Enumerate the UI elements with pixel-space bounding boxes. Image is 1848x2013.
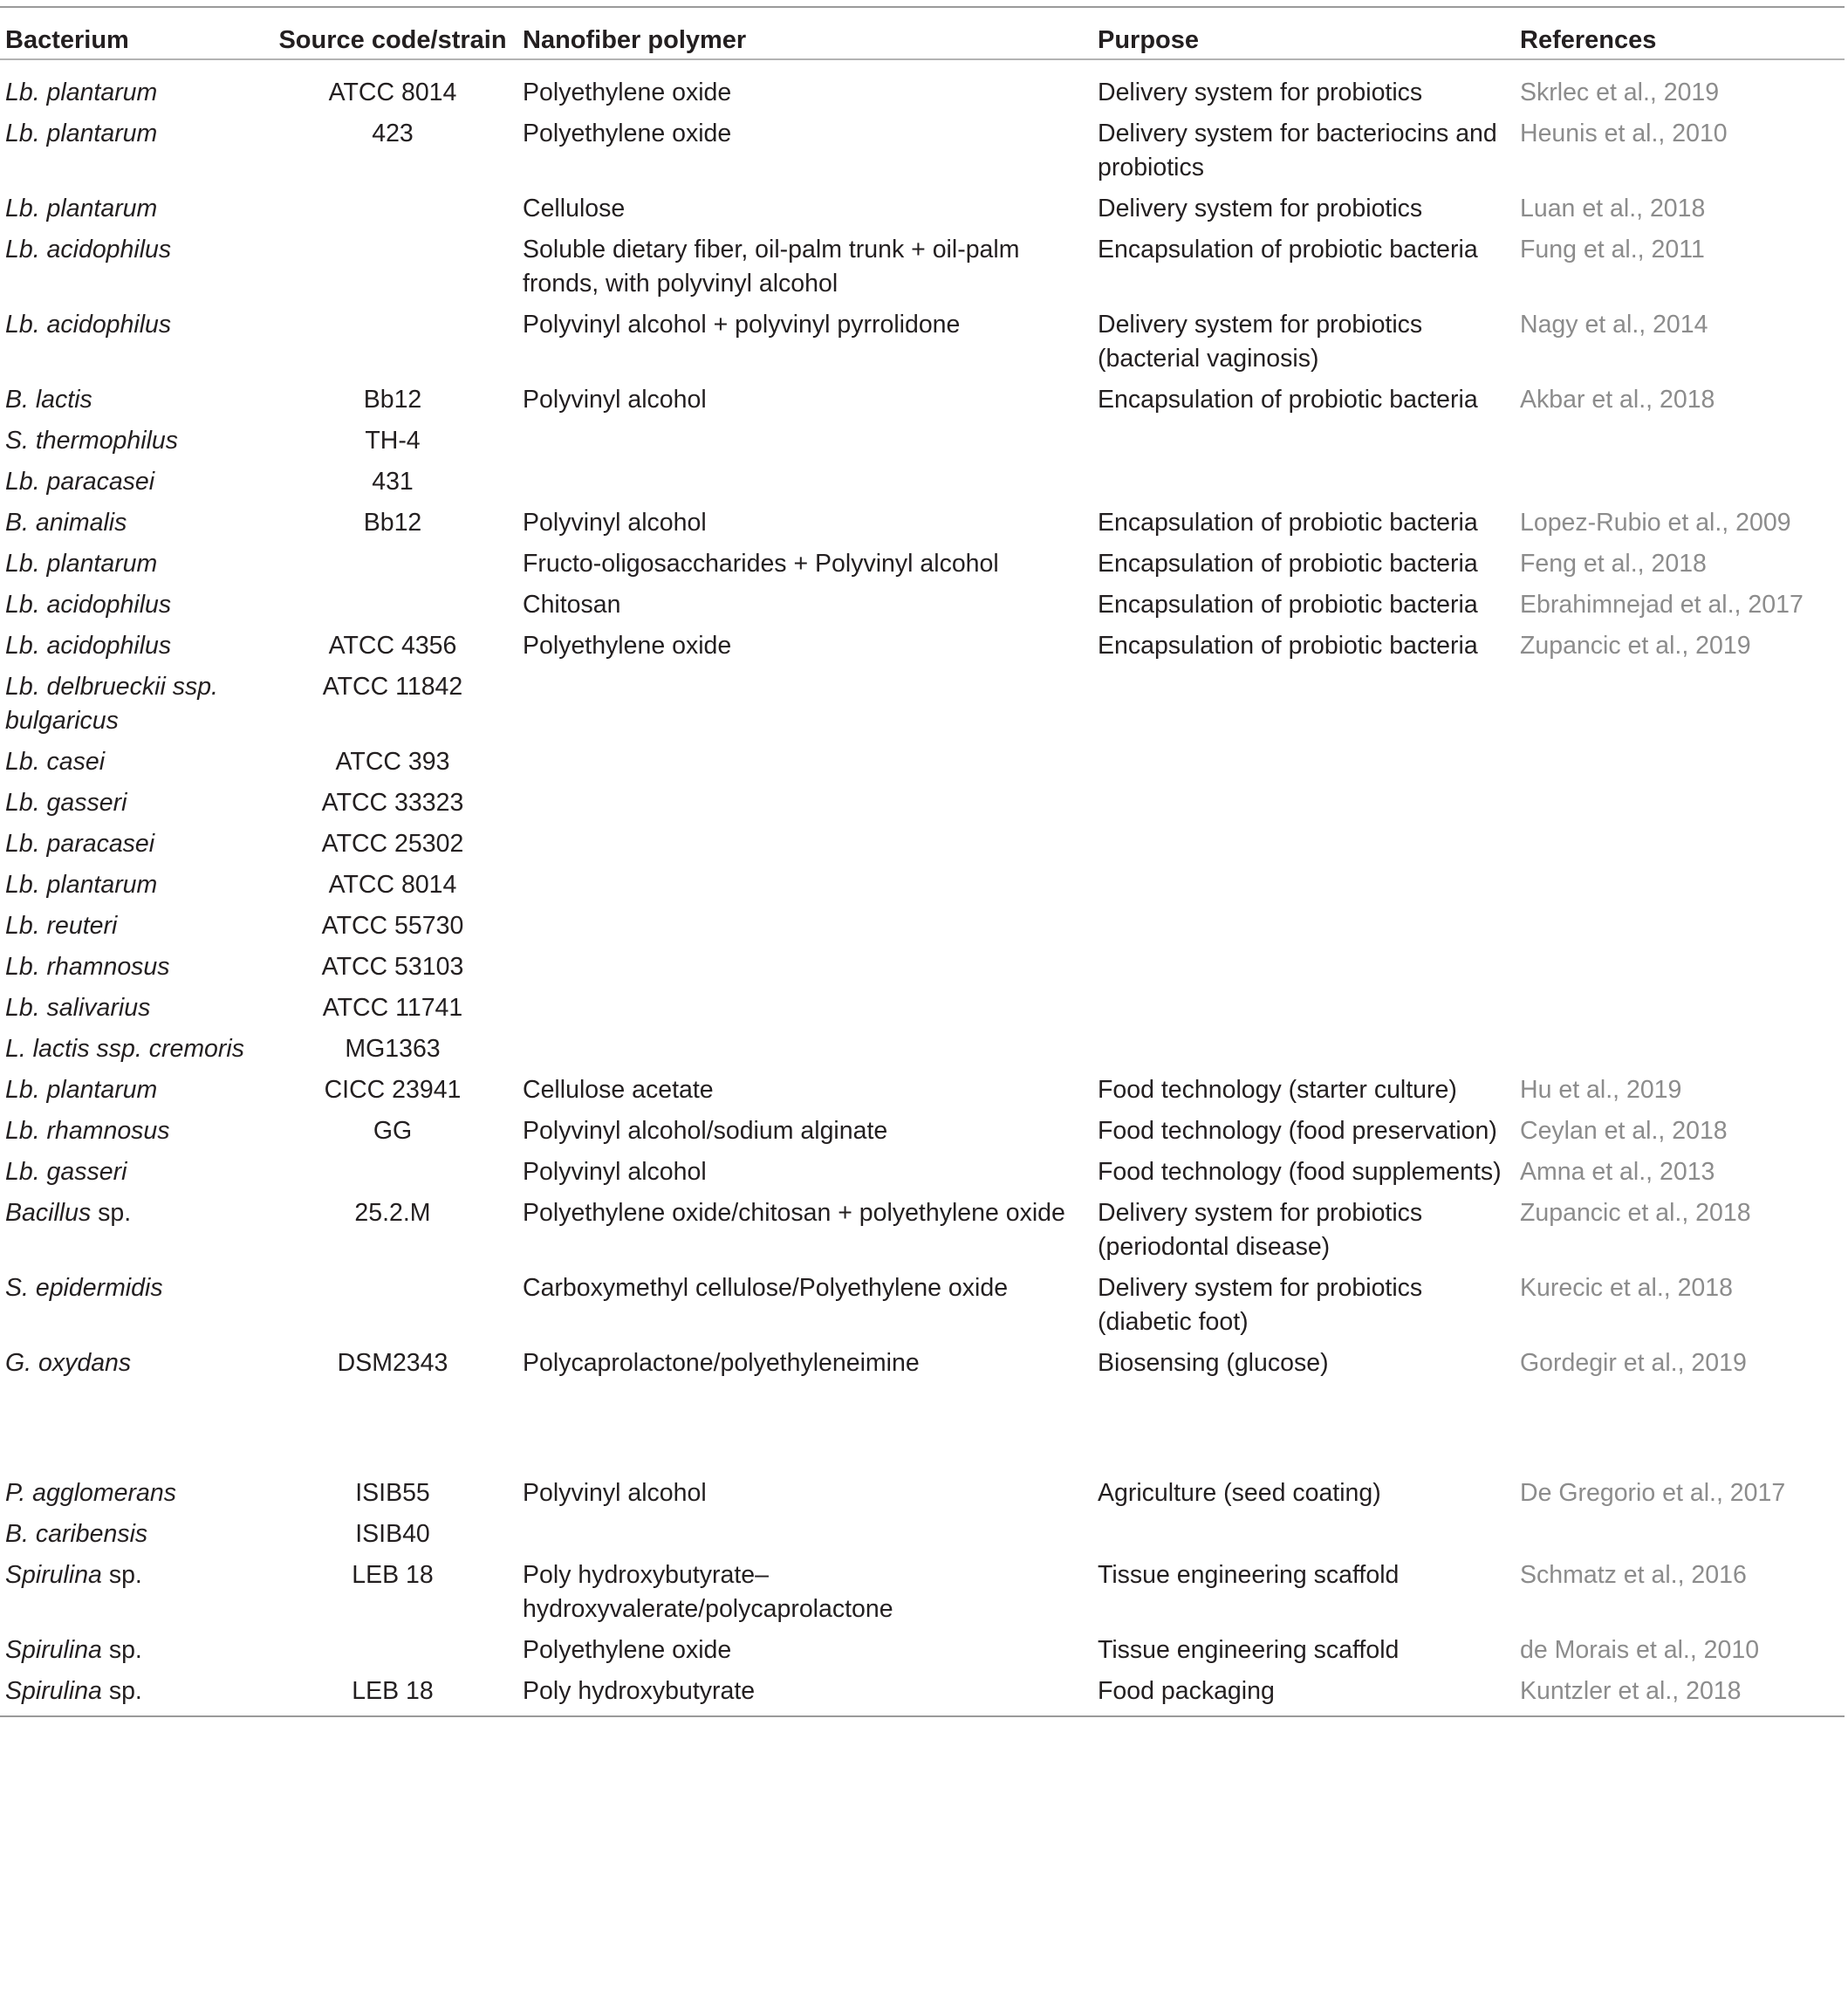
- purpose-cell: Agriculture (seed coating): [1098, 1479, 1381, 1507]
- strain-cell: ATCC 11842: [322, 673, 463, 701]
- table-row: [0, 1032, 1845, 1073]
- table-row: [0, 1517, 1845, 1558]
- table-row: [0, 1558, 1845, 1633]
- strain-cell: ISIB40: [355, 1520, 430, 1548]
- strain-cell: ATCC 11741: [322, 994, 463, 1022]
- bacterium-name: S. thermophilus: [5, 427, 179, 455]
- table-row: [0, 1114, 1845, 1155]
- table-row: [0, 424, 1845, 465]
- reference-cell: de Morais et al., 2010: [1520, 1636, 1760, 1664]
- reference-cell: Nagy et al., 2014: [1520, 311, 1708, 339]
- reference-cell: Kurecic et al., 2018: [1520, 1274, 1733, 1302]
- polymer-cell: [517, 670, 1092, 745]
- header-bacterium: Bacterium: [5, 26, 129, 54]
- polymer-cell: Polyvinyl alcohol/sodium alginate: [523, 1117, 888, 1145]
- bacterium-name: Lb. acidophilus: [5, 632, 172, 660]
- table-body: [0, 59, 1845, 1716]
- polymer-cell: Polyethylene oxide: [523, 1636, 732, 1664]
- strain-cell: ATCC 8014: [328, 79, 457, 106]
- strain-cell: ATCC 55730: [321, 912, 464, 940]
- polymer-cell: Poly hydroxybutyrate–hydroxyvalerate/polycaprolactone: [523, 1561, 893, 1623]
- table-row: [0, 1674, 1845, 1716]
- bacterium-name: S. epidermidis: [5, 1274, 163, 1302]
- bacterium-cell: [0, 424, 268, 465]
- bacterium-cell: [0, 1476, 268, 1517]
- reference-cell: Skrlec et al., 2019: [1520, 79, 1720, 106]
- bacterium-name: Lb. casei: [5, 748, 106, 776]
- bacterium-name: P. agglomerans: [5, 1479, 176, 1507]
- polymer-cell: Poly hydroxybutyrate: [523, 1677, 756, 1705]
- purpose-cell: Encapsulation of probiotic bacteria: [1098, 386, 1478, 414]
- reference-cell: De Gregorio et al., 2017: [1520, 1479, 1786, 1507]
- reference-cell: [1515, 827, 1845, 868]
- polymer-cell: Fructo-oligosaccharides + Polyvinyl alcohol: [523, 550, 999, 578]
- table-row: [0, 59, 1845, 117]
- strain-cell: TH-4: [365, 427, 421, 455]
- polymer-cell: [517, 465, 1092, 506]
- purpose-cell: [1092, 991, 1515, 1032]
- bacterium-name: L. lactis ssp. cremoris: [5, 1035, 244, 1063]
- bacterium-name: Lb. reuteri: [5, 912, 118, 940]
- purpose-cell: Food technology (starter culture): [1098, 1076, 1457, 1104]
- purpose-cell: [1092, 827, 1515, 868]
- bacterium-cell: [0, 745, 268, 786]
- reference-cell: [1515, 1517, 1845, 1558]
- table-row: [0, 670, 1845, 745]
- purpose-cell: Delivery system for bacteriocins and probiotics: [1098, 120, 1497, 181]
- strain-cell: ATCC 4356: [328, 632, 457, 660]
- bacterium-name: Lb. acidophilus: [5, 591, 172, 619]
- purpose-cell: [1092, 868, 1515, 909]
- bacterium-name: Lb. plantarum: [5, 550, 158, 578]
- polymer-cell: Polyethylene oxide: [523, 79, 732, 106]
- table-row: [0, 786, 1845, 827]
- purpose-cell: [1092, 670, 1515, 745]
- header-polymer: Nanofiber polymer: [523, 26, 747, 54]
- reference-cell: [1515, 1032, 1845, 1073]
- bacterium-cell: [0, 629, 268, 670]
- purpose-cell: [1092, 950, 1515, 991]
- bacterium-cell: [0, 1196, 268, 1271]
- polymer-cell: Polyethylene oxide: [523, 632, 732, 660]
- purpose-cell: [1092, 1517, 1515, 1558]
- bacterium-name: Lb. paracasei: [5, 830, 155, 858]
- bacterium-cell: [0, 465, 268, 506]
- polymer-cell: Polyvinyl alcohol: [523, 509, 707, 537]
- purpose-cell: Encapsulation of probiotic bacteria: [1098, 550, 1478, 578]
- bacterium-name: Lb. plantarum: [5, 871, 158, 899]
- purpose-cell: Delivery system for probiotics (diabetic foot): [1098, 1274, 1423, 1336]
- table-row: [0, 383, 1845, 424]
- bacterium-suffix: sp.: [101, 1561, 142, 1589]
- bacterium-name: Bacillus: [5, 1199, 92, 1227]
- table-row: [0, 1155, 1845, 1196]
- bacterium-name: Lb. gasseri: [5, 789, 127, 817]
- bacterium-cell: [0, 233, 268, 308]
- purpose-cell: [1092, 1032, 1515, 1073]
- reference-cell: [1515, 745, 1845, 786]
- polymer-cell: Chitosan: [523, 591, 621, 619]
- bacterium-cell: [0, 59, 268, 117]
- strain-cell: Bb12: [363, 509, 422, 537]
- table-row: [0, 233, 1845, 308]
- strain-cell: 423: [372, 120, 414, 147]
- strain-cell: [268, 308, 517, 383]
- purpose-cell: Delivery system for probiotics: [1098, 79, 1423, 106]
- bacterium-cell: [0, 1032, 268, 1073]
- reference-cell: [1515, 465, 1845, 506]
- polymer-cell: Polyvinyl alcohol: [523, 1158, 707, 1186]
- header-references: References: [1520, 26, 1657, 54]
- polymer-cell: Cellulose: [523, 195, 626, 223]
- table-row: [0, 1073, 1845, 1114]
- table-row: [0, 909, 1845, 950]
- bacterium-name: B. caribensis: [5, 1520, 148, 1548]
- bacterium-cell: [0, 1114, 268, 1155]
- bacterium-cell: [0, 1633, 268, 1674]
- purpose-cell: Biosensing (glucose): [1098, 1349, 1329, 1377]
- strain-cell: MG1363: [345, 1035, 441, 1063]
- strain-cell: [268, 233, 517, 308]
- polymer-cell: [517, 991, 1092, 1032]
- table-row: [0, 117, 1845, 192]
- purpose-cell: Encapsulation of probiotic bacteria: [1098, 236, 1478, 264]
- table-row: [0, 506, 1845, 547]
- purpose-cell: Encapsulation of probiotic bacteria: [1098, 632, 1478, 660]
- bacterium-name: Spirulina: [5, 1677, 102, 1705]
- strain-cell: CICC 23941: [324, 1076, 462, 1104]
- strain-cell: [268, 1633, 517, 1674]
- strain-cell: LEB 18: [352, 1677, 434, 1705]
- bacteria-nanofiber-table: [0, 6, 1845, 1717]
- strain-cell: [268, 588, 517, 629]
- purpose-cell: Food technology (food preservation): [1098, 1117, 1497, 1145]
- reference-cell: [1515, 670, 1845, 745]
- purpose-cell: [1092, 465, 1515, 506]
- reference-cell: Kuntzler et al., 2018: [1520, 1677, 1742, 1705]
- polymer-cell: [517, 950, 1092, 991]
- strain-cell: ATCC 53103: [321, 953, 464, 981]
- purpose-cell: Delivery system for probiotics: [1098, 195, 1423, 223]
- bacterium-cell: [0, 1271, 268, 1346]
- bacterium-cell: [0, 991, 268, 1032]
- strain-cell: [268, 1155, 517, 1196]
- table-row: [0, 1271, 1845, 1346]
- header-strain: Source code/strain: [278, 26, 507, 54]
- table-row: [0, 192, 1845, 233]
- polymer-cell: [517, 827, 1092, 868]
- table-row: [0, 308, 1845, 383]
- bacterium-name: Lb. rhamnosus: [5, 953, 170, 981]
- bacterium-name: Lb. gasseri: [5, 1158, 127, 1186]
- bacterium-name: G. oxydans: [5, 1349, 132, 1377]
- table-row: [0, 1196, 1845, 1271]
- purpose-cell: [1092, 909, 1515, 950]
- bacterium-name: Lb. paracasei: [5, 468, 155, 496]
- table-row: [0, 745, 1845, 786]
- polymer-cell: Soluble dietary fiber, oil-palm trunk + oil-palm fronds, with polyvinyl alcohol: [523, 236, 1020, 298]
- strain-cell: Bb12: [363, 386, 422, 414]
- strain-cell: ISIB55: [355, 1479, 430, 1507]
- reference-cell: [1515, 909, 1845, 950]
- bacterium-cell: [0, 1674, 268, 1716]
- bacterium-name: Lb. delbrueckii ssp. bulgaricus: [5, 673, 218, 735]
- table-row: [0, 1476, 1845, 1517]
- purpose-cell: Tissue engineering scaffold: [1098, 1561, 1400, 1589]
- reference-cell: Heunis et al., 2010: [1520, 120, 1728, 147]
- header-purpose: Purpose: [1098, 26, 1200, 54]
- purpose-cell: Food technology (food supplements): [1098, 1158, 1502, 1186]
- purpose-cell: [1092, 786, 1515, 827]
- reference-cell: Fung et al., 2011: [1520, 236, 1705, 264]
- table-row: [0, 827, 1845, 868]
- purpose-cell: [1092, 745, 1515, 786]
- reference-cell: Zupancic et al., 2018: [1520, 1199, 1751, 1227]
- strain-cell: [268, 192, 517, 233]
- purpose-cell: Encapsulation of probiotic bacteria: [1098, 509, 1478, 537]
- polymer-cell: [517, 1032, 1092, 1073]
- bacterium-cell: [0, 308, 268, 383]
- bacterium-name: Lb. salivarius: [5, 994, 151, 1022]
- bacterium-cell: [0, 383, 268, 424]
- purpose-cell: Food packaging: [1098, 1677, 1275, 1705]
- polymer-cell: [517, 745, 1092, 786]
- bacterium-cell: [0, 1155, 268, 1196]
- reference-cell: Zupancic et al., 2019: [1520, 632, 1751, 660]
- purpose-cell: [1092, 424, 1515, 465]
- strain-cell: 431: [372, 468, 414, 496]
- reference-cell: Luan et al., 2018: [1520, 195, 1706, 223]
- bacterium-suffix: sp.: [101, 1636, 142, 1664]
- reference-cell: [1515, 868, 1845, 909]
- bacterium-cell: [0, 868, 268, 909]
- strain-cell: ATCC 25302: [321, 830, 464, 858]
- reference-cell: [1515, 424, 1845, 465]
- polymer-cell: Polyethylene oxide: [523, 120, 732, 147]
- bacterium-cell: [0, 670, 268, 745]
- bacterium-cell: [0, 1073, 268, 1114]
- bacterium-cell: [0, 117, 268, 192]
- polymer-cell: Polyvinyl alcohol: [523, 1479, 707, 1507]
- reference-cell: [1515, 950, 1845, 991]
- spacer-row: [0, 1387, 1845, 1476]
- polymer-cell: [517, 868, 1092, 909]
- bacterium-name: Spirulina: [5, 1636, 102, 1664]
- bacterium-cell: [0, 1517, 268, 1558]
- strain-cell: DSM2343: [337, 1349, 448, 1377]
- reference-cell: Akbar et al., 2018: [1520, 386, 1715, 414]
- table-row: [0, 1346, 1845, 1387]
- bacterium-cell: [0, 827, 268, 868]
- polymer-cell: [517, 424, 1092, 465]
- bacterium-name: B. animalis: [5, 509, 127, 537]
- table-row: [0, 547, 1845, 588]
- bacterium-cell: [0, 588, 268, 629]
- polymer-cell: Polyvinyl alcohol + polyvinyl pyrrolidone: [523, 311, 961, 339]
- reference-cell: Schmatz et al., 2016: [1520, 1561, 1747, 1589]
- bacterium-cell: [0, 1558, 268, 1633]
- reference-cell: Hu et al., 2019: [1520, 1076, 1682, 1104]
- header-row: [0, 7, 1845, 59]
- strain-cell: ATCC 8014: [328, 871, 457, 899]
- strain-cell: ATCC 393: [335, 748, 450, 776]
- bacterium-suffix: sp.: [101, 1677, 142, 1705]
- bacterium-name: Lb. rhamnosus: [5, 1117, 170, 1145]
- bacterium-cell: [0, 506, 268, 547]
- bacterium-name: B. lactis: [5, 386, 92, 414]
- reference-cell: Amna et al., 2013: [1520, 1158, 1715, 1186]
- purpose-cell: Delivery system for probiotics (periodontal disease): [1098, 1199, 1423, 1261]
- strain-cell: LEB 18: [352, 1561, 434, 1589]
- bacterium-cell: [0, 547, 268, 588]
- bacterium-name: Lb. plantarum: [5, 195, 158, 223]
- bacterium-name: Lb. plantarum: [5, 79, 158, 106]
- reference-cell: Feng et al., 2018: [1520, 550, 1707, 578]
- reference-cell: Lopez-Rubio et al., 2009: [1520, 509, 1791, 537]
- spacer-cell: [0, 1387, 1845, 1476]
- table-row: [0, 950, 1845, 991]
- strain-cell: GG: [373, 1117, 413, 1145]
- bacterium-cell: [0, 192, 268, 233]
- bacterium-cell: [0, 950, 268, 991]
- polymer-cell: Polycaprolactone/polyethyleneimine: [523, 1349, 920, 1377]
- reference-cell: [1515, 786, 1845, 827]
- table-row: [0, 991, 1845, 1032]
- table-row: [0, 868, 1845, 909]
- table-row: [0, 588, 1845, 629]
- polymer-cell: Carboxymethyl cellulose/Polyethylene oxide: [523, 1274, 1009, 1302]
- polymer-cell: [517, 786, 1092, 827]
- polymer-cell: Polyvinyl alcohol: [523, 386, 707, 414]
- polymer-cell: [517, 1517, 1092, 1558]
- bacterium-cell: [0, 786, 268, 827]
- table-row: [0, 1633, 1845, 1674]
- polymer-cell: Polyethylene oxide/chitosan + polyethylene oxide: [523, 1199, 1065, 1227]
- bacterium-name: Spirulina: [5, 1561, 102, 1589]
- bacterium-name: Lb. plantarum: [5, 1076, 158, 1104]
- bacterium-name: Lb. plantarum: [5, 120, 158, 147]
- strain-cell: 25.2.M: [354, 1199, 431, 1227]
- strain-cell: [268, 547, 517, 588]
- reference-cell: Ebrahimnejad et al., 2017: [1520, 591, 1804, 619]
- table-row: [0, 629, 1845, 670]
- table-header: [0, 7, 1845, 59]
- bacterium-cell: [0, 909, 268, 950]
- polymer-cell: Cellulose acetate: [523, 1076, 714, 1104]
- bacterium-name: Lb. acidophilus: [5, 311, 172, 339]
- purpose-cell: Tissue engineering scaffold: [1098, 1636, 1400, 1664]
- bacterium-suffix: sp.: [91, 1199, 132, 1227]
- polymer-cell: [517, 909, 1092, 950]
- strain-cell: ATCC 33323: [321, 789, 464, 817]
- strain-cell: [268, 1271, 517, 1346]
- bacterium-name: Lb. acidophilus: [5, 236, 172, 264]
- reference-cell: [1515, 991, 1845, 1032]
- reference-cell: Ceylan et al., 2018: [1520, 1117, 1728, 1145]
- reference-cell: Gordegir et al., 2019: [1520, 1349, 1747, 1377]
- bacterium-cell: [0, 1346, 268, 1387]
- purpose-cell: Delivery system for probiotics (bacterial vaginosis): [1098, 311, 1423, 373]
- purpose-cell: Encapsulation of probiotic bacteria: [1098, 591, 1478, 619]
- table-row: [0, 465, 1845, 506]
